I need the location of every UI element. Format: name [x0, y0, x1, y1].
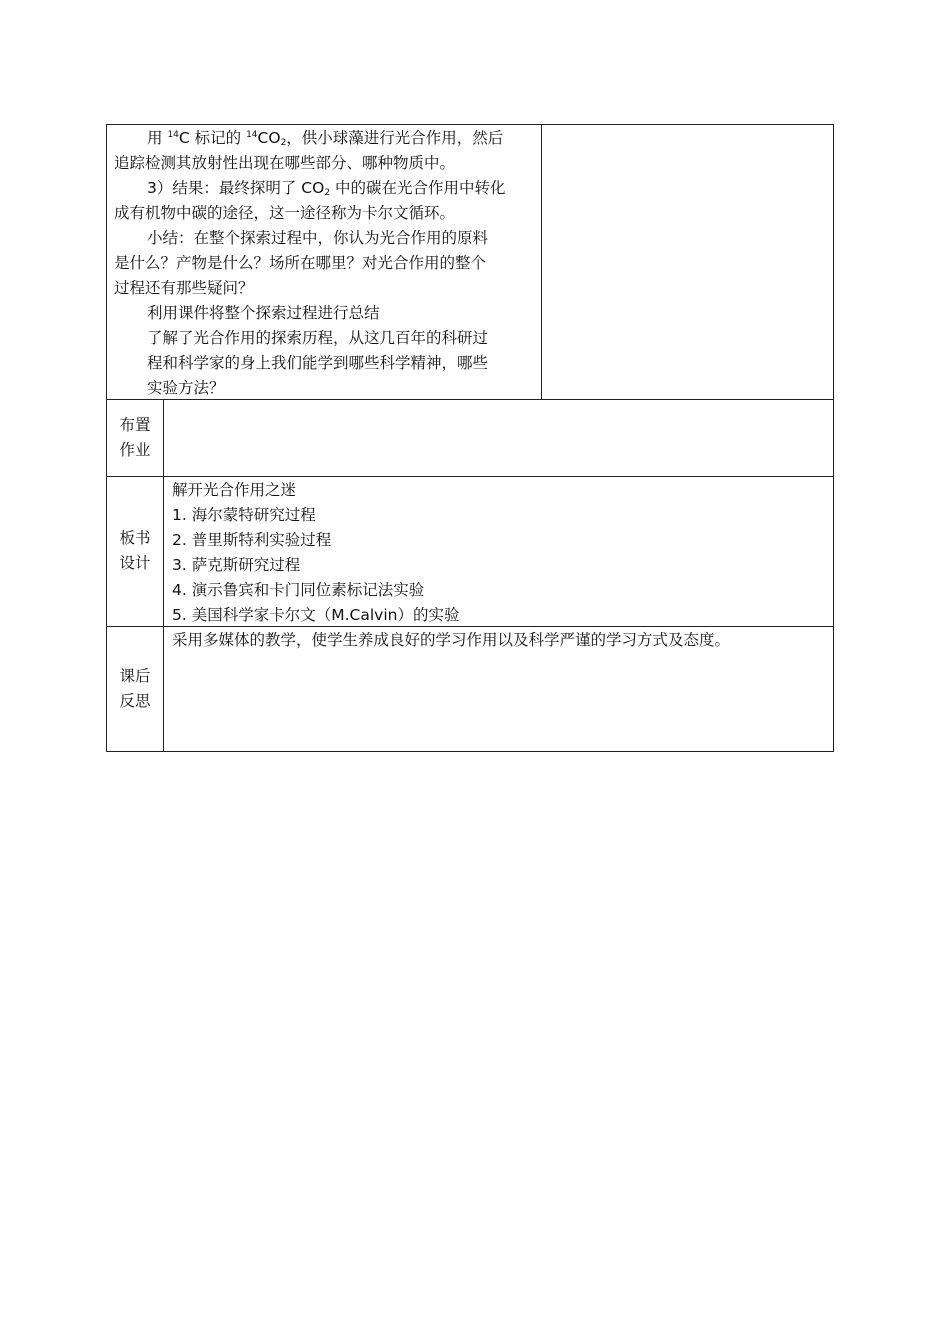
board-item: 4. 演示鲁宾和卡门同位素标记法实验: [172, 581, 425, 599]
label-column-divider: [163, 399, 164, 752]
paragraph-line: 小结：在整个探索过程中，你认为光合作用的原料: [147, 229, 489, 247]
homework-label: [107, 413, 163, 463]
paragraph-line: 实验方法？: [147, 379, 225, 397]
reflection-content: [172, 628, 827, 653]
label-line: 设计: [119, 554, 151, 572]
board-item: 3. 萨克斯研究过程: [172, 556, 301, 574]
reflection-text: 采用多媒体的教学，使学生养成良好的学习作用以及科学严谨的学习方式及态度。: [172, 631, 731, 649]
paragraph-line: 过程还有那些疑问？: [114, 279, 254, 297]
board-item: 2. 普里斯特利实验过程: [172, 531, 332, 549]
table-border-bottom: [106, 751, 834, 752]
paragraph-line: 利用课件将整个探索过程进行总结: [147, 304, 380, 322]
board-item: 1. 海尔蒙特研究过程: [172, 506, 316, 524]
board-design-content: [172, 478, 827, 628]
paragraph-line: 程和科学家的身上我们能学到哪些科学精神，哪些: [147, 354, 489, 372]
paragraph-line: 了解了光合作用的探索历程，从这几百年的科研过: [147, 329, 489, 347]
label-line: 课后: [119, 667, 151, 685]
paragraph-line: 3）结果：最终探明了 $CO_2$ 中的碳在光合作用中转化: [147, 179, 506, 198]
paragraph-line: 成有机物中碳的途径，这一途径称为卡尔文循环。: [114, 204, 456, 222]
label-line: 板书: [119, 529, 151, 547]
row-divider: [106, 476, 834, 477]
homework-content: [172, 402, 822, 472]
board-title: 解开光合作用之迷: [172, 481, 297, 499]
board-item: 5. 美国科学家卡尔文（M.Calvin）的实验: [172, 606, 460, 624]
board-design-label: [107, 526, 163, 576]
label-line: 作业: [119, 441, 151, 459]
paragraph-line: 用 $^{14}$C 标记的 $^{14}CO_2$，供小球藻进行光合作用，然后: [147, 129, 504, 148]
reflection-label: [107, 664, 163, 714]
label-line: 布置: [119, 416, 151, 434]
label-line: 反思: [119, 692, 151, 710]
process-description-cell: [114, 126, 539, 401]
process-notes-cell: [542, 125, 833, 399]
lesson-plan-table: [106, 124, 834, 752]
paragraph-line: 追踪检测其放射性出现在哪些部分、哪种物质中。: [114, 154, 456, 172]
table-border-right: [833, 124, 834, 752]
paragraph-line: 是什么？产物是什么？场所在哪里？对光合作用的整个: [114, 254, 487, 272]
